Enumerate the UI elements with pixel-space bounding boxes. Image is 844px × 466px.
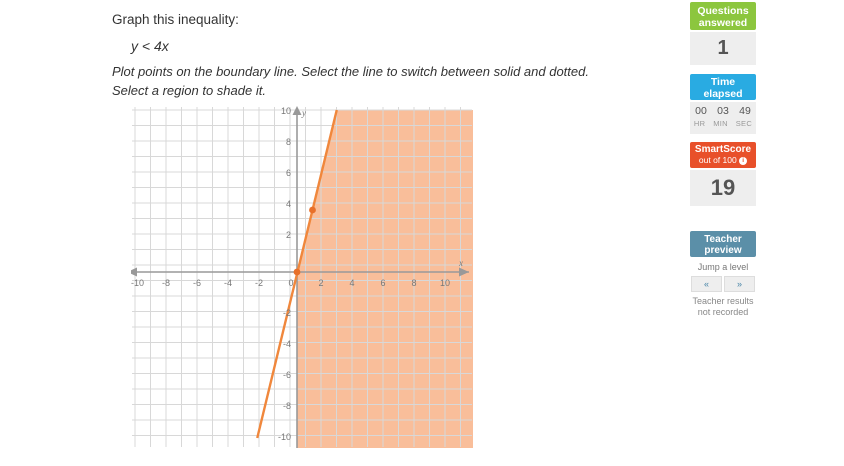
smartscore-sublabel-text: out of 100: [698, 155, 737, 165]
svg-text:-10: -10: [131, 278, 145, 288]
time-elapsed-value: [690, 102, 756, 134]
progress-side-panel: [690, 0, 844, 466]
smartscore-sublabel: [690, 155, 756, 166]
question-prompt: Graph this inequality:: [112, 12, 239, 27]
teacher-results-note-line1: Teacher results: [692, 296, 754, 306]
teacher-preview-label-line2: preview: [704, 245, 742, 256]
smartscore-value: 19: [690, 170, 756, 206]
svg-text:-10: -10: [277, 432, 291, 442]
svg-text:10: 10: [439, 278, 451, 288]
svg-text:0: 0: [288, 278, 294, 288]
time-elapsed-label-line2: elapsed: [703, 88, 743, 100]
questions-answered-header: [690, 2, 756, 30]
questions-answered-label-line2: answered: [698, 17, 748, 29]
svg-text:6: 6: [285, 168, 291, 178]
questions-answered-label-line1: Questions: [697, 5, 749, 17]
svg-text:2: 2: [318, 278, 324, 288]
svg-text:-2: -2: [254, 278, 264, 288]
time-elapsed-label-line1: Time: [710, 76, 736, 88]
time-elapsed-header: [690, 74, 756, 100]
time-hours-label: HR: [693, 119, 706, 128]
svg-text:2: 2: [285, 230, 291, 240]
svg-text:-8: -8: [282, 401, 291, 411]
time-seconds: 49: [739, 105, 751, 117]
smartscore-label: SmartScore: [694, 144, 752, 155]
svg-text:-4: -4: [223, 278, 233, 288]
svg-text:x: x: [459, 258, 463, 268]
time-minutes-label: MIN: [713, 119, 728, 128]
jump-a-level-controls: [690, 276, 756, 292]
time-seconds-label: SEC: [735, 119, 753, 128]
coordinate-graph[interactable]: [131, 106, 473, 448]
svg-text:-6: -6: [192, 278, 202, 288]
svg-text:-2: -2: [282, 308, 291, 318]
smartscore-header: [690, 142, 756, 168]
time-minutes: 03: [717, 105, 729, 117]
svg-text:-4: -4: [282, 339, 291, 349]
jump-previous-button[interactable]: «: [691, 276, 722, 292]
svg-text:10: 10: [280, 106, 291, 116]
time-hours: 00: [695, 105, 707, 117]
time-digits: [690, 102, 756, 117]
svg-text:8: 8: [411, 278, 417, 288]
questions-answered-value: 1: [690, 32, 756, 65]
inequality-expression: y < 4x: [131, 38, 169, 54]
plot-point[interactable]: [309, 207, 316, 214]
svg-text:4: 4: [349, 278, 355, 288]
plot-point[interactable]: [294, 269, 301, 276]
teacher-results-note-line2: not recorded: [697, 307, 749, 317]
svg-text:-6: -6: [282, 370, 291, 380]
svg-text:6: 6: [380, 278, 386, 288]
svg-text:y: y: [302, 108, 306, 118]
teacher-preview-header: [690, 231, 756, 257]
svg-text:-8: -8: [161, 278, 171, 288]
svg-text:8: 8: [285, 137, 291, 147]
info-icon[interactable]: i: [739, 157, 747, 165]
svg-text:4: 4: [285, 199, 291, 209]
graph-svg[interactable]: [131, 106, 473, 448]
teacher-preview-label-line1: Teacher: [704, 234, 742, 245]
jump-next-button[interactable]: »: [724, 276, 755, 292]
time-unit-labels: [690, 117, 756, 128]
question-instructions: Plot points on the boundary line. Select the line to switch between solid and dotted. Select a region to shade it.: [112, 64, 589, 98]
jump-a-level-label: Jump a level: [697, 262, 749, 272]
teacher-results-note: [690, 296, 756, 318]
